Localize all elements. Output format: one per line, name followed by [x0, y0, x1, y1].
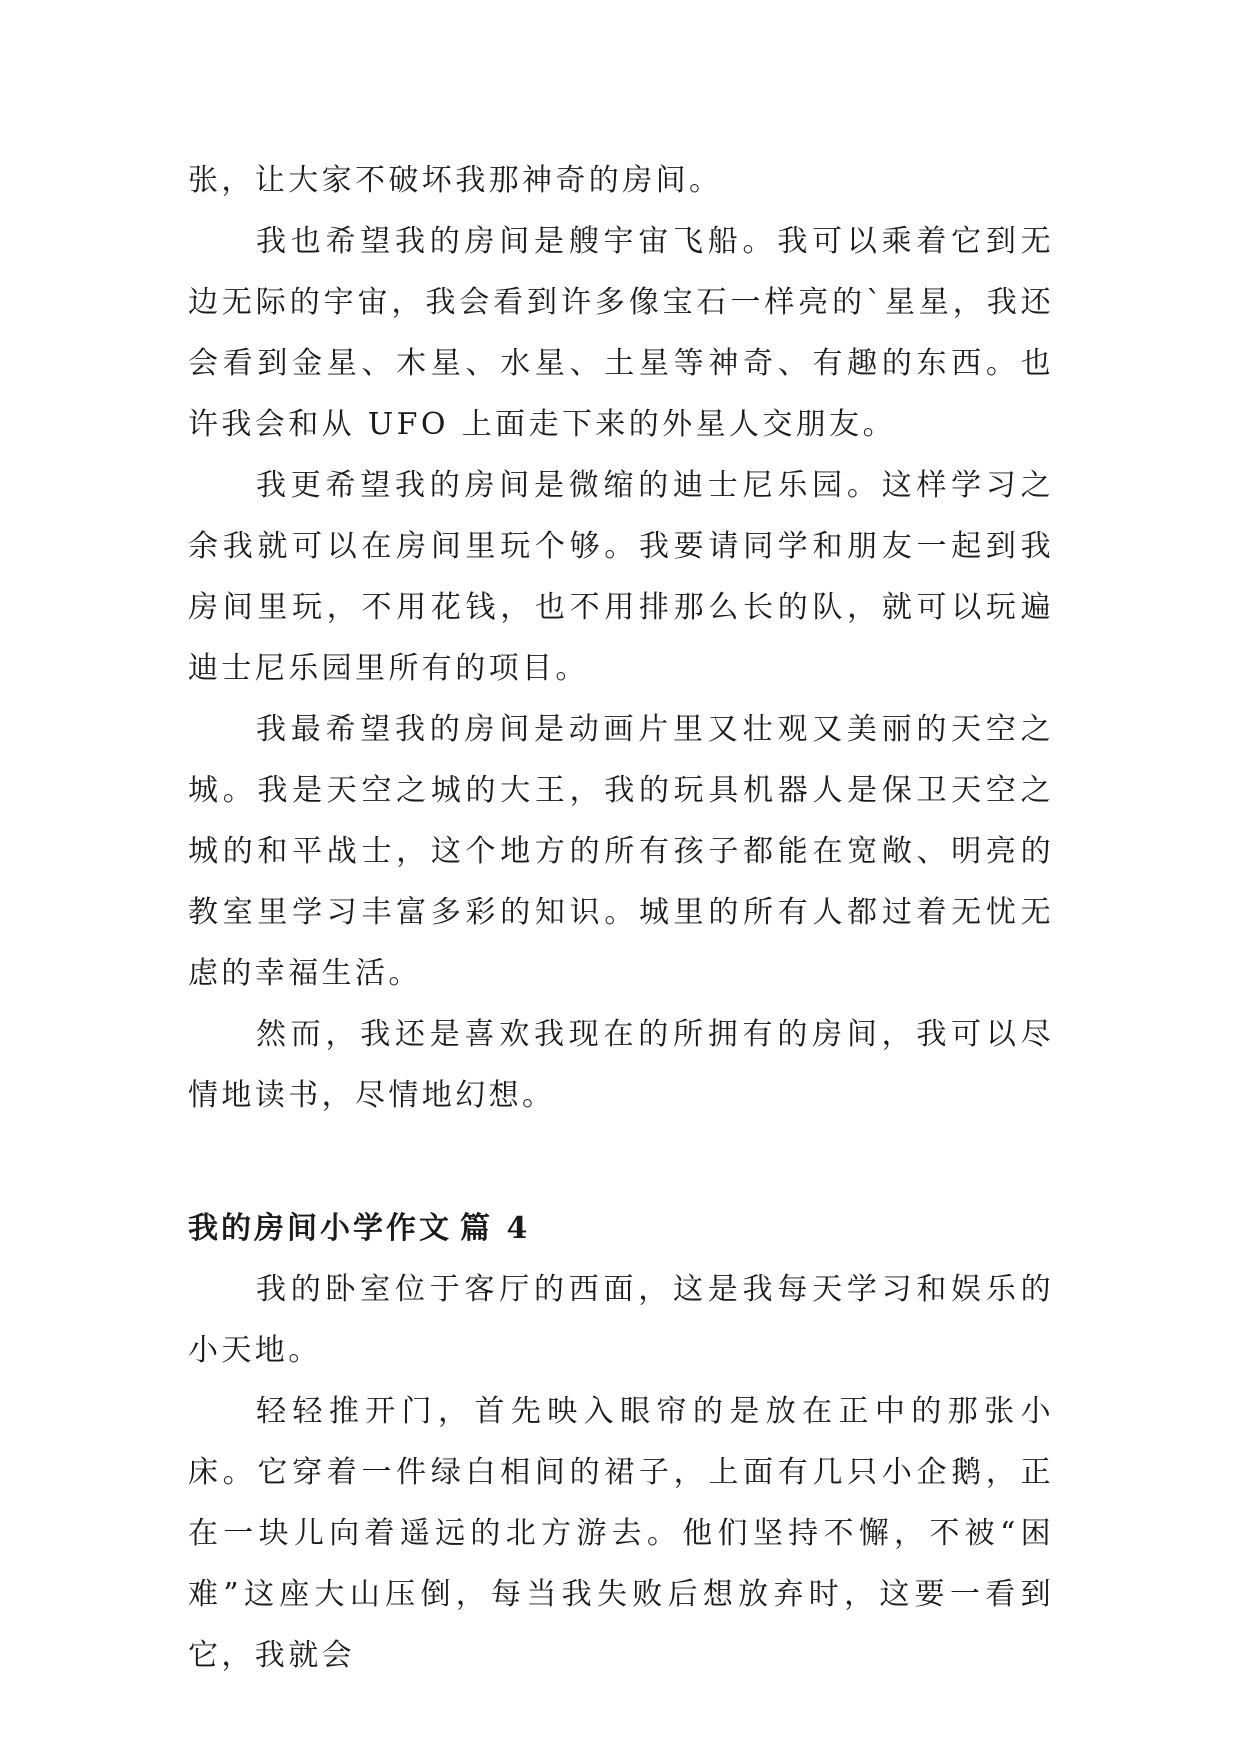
paragraph-continuation: 张，让大家不破坏我那神奇的房间。 [188, 163, 723, 198]
paragraph-bed: 轻轻推开门，首先映入眼帘的是放在正中的那张小床。它穿着一件绿白相间的裙子，上面有几只小企鹅，正在一块儿向着遥远的北方游去。他们坚持不懈，不被“困难”这座大山压倒，每当我失败后想放弃时，这要一看到它，我就会 [188, 1394, 1054, 1673]
paragraph-disneyland: 我更希望我的房间是微缩的迪士尼乐园。这样学习之余我就可以在房间里玩个够。我要请同学和朋友一起到我房间里玩，不用花钱，也不用排那么长的队，就可以玩遍迪士尼乐园里所有的项目。 [188, 468, 1054, 686]
section-heading [188, 1198, 1054, 1259]
paragraph-sky-city: 我最希望我的房间是动画片里又壮观又美丽的天空之城。我是天空之城的大王，我的玩具机器人是保卫天空之城的和平战士，这个地方的所有孩子都能在宽敞、明亮的教室里学习丰富多彩的知识。城里的所有人都过着无忧无虑的幸福生活。 [188, 712, 1054, 991]
section-heading-number: 篇 4 [460, 1211, 531, 1246]
paragraph-bedroom-intro: 我的卧室位于客厅的西面，这是我每天学习和娱乐的小天地。 [188, 1272, 1054, 1368]
paragraph-spaceship: 我也希望我的房间是艘宇宙飞船。我可以乘着它到无边无际的宇宙，我会看到许多像宝石一样亮的`星星，我还会看到金星、木星、水星、土星等神奇、有趣的东西。也许我会和从 UFO 上面走下来的外星人交朋友。 [188, 224, 1054, 442]
document-body [188, 150, 1054, 1686]
paragraph-conclusion: 然而，我还是喜欢我现在的所拥有的房间，我可以尽情地读书，尽情地幻想。 [188, 1017, 1054, 1113]
section-heading-title: 我的房间小学作文 [188, 1211, 452, 1246]
